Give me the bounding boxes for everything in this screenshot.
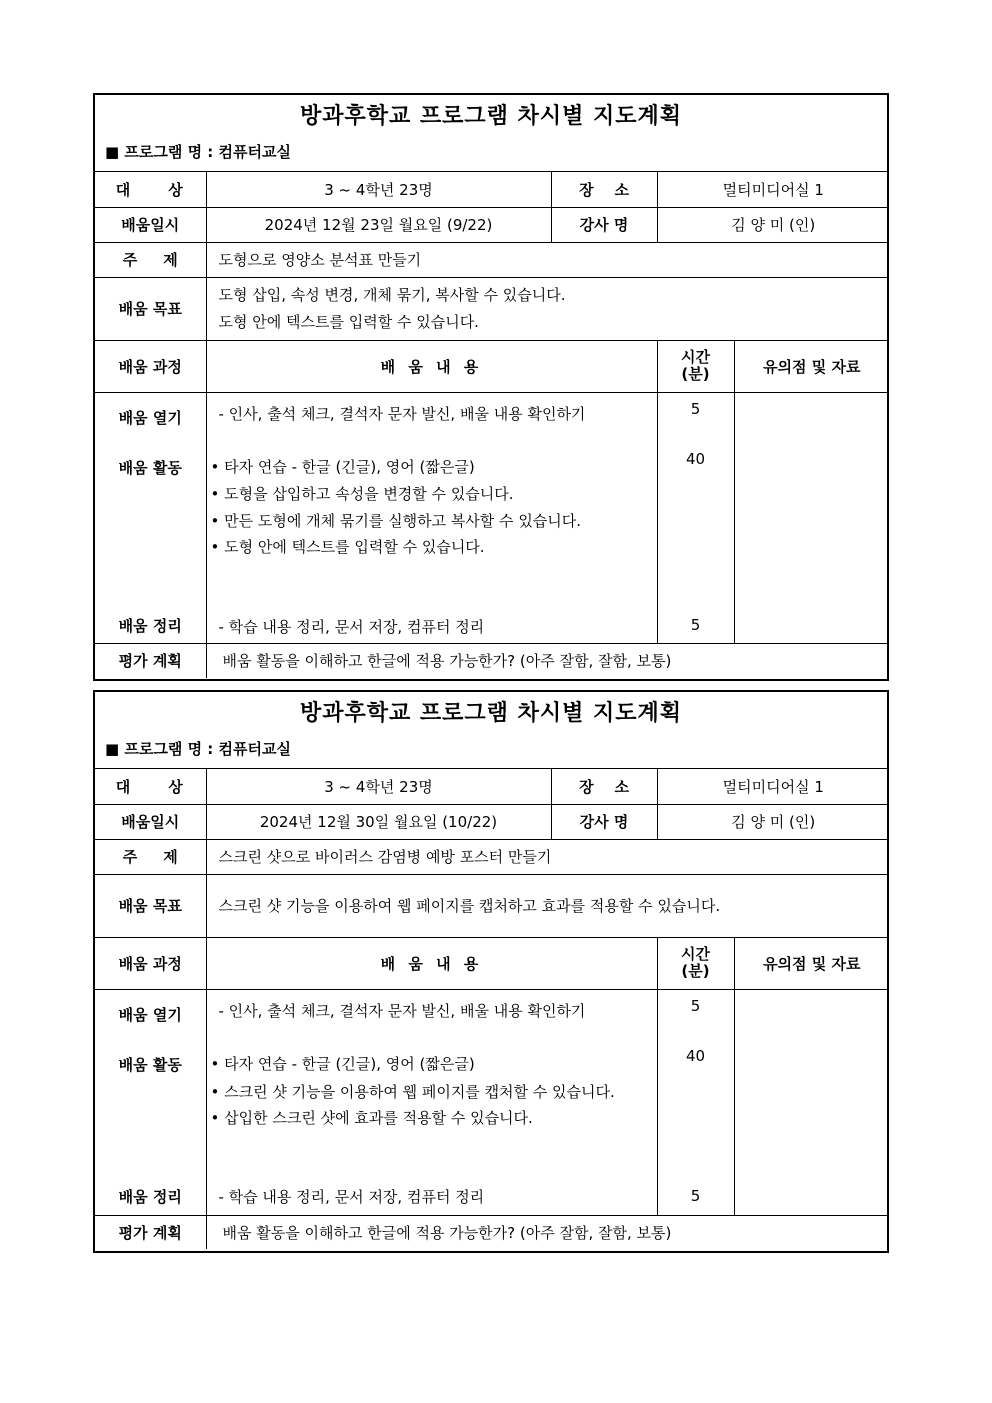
time-close: 5	[690, 615, 701, 634]
goal-line: 스크린 샷 기능을 이용하여 웹 페이지를 캡처하고 효과를 적용할 수 있습니다.	[218, 897, 721, 915]
content-header: 배 움 내 용	[206, 340, 657, 392]
target-label: 대 상	[95, 172, 206, 207]
goal-line: 도형 안에 텍스트를 입력할 수 있습니다.	[218, 312, 479, 331]
stage-activity: 배움 활동	[118, 458, 182, 477]
topic-label: 주 제	[95, 242, 206, 277]
activity-line: • 삽입한 스크린 샷에 효과를 적용할 수 있습니다.	[210, 1108, 533, 1127]
stage-open: 배움 열기	[118, 1005, 182, 1024]
teacher-label: 강사 명	[551, 804, 657, 839]
content-header: 배 움 내 용	[206, 937, 657, 989]
time-activity: 40	[685, 1046, 706, 1065]
place-value: 멀티미디어실 1	[657, 172, 889, 207]
date-label: 배움일시	[95, 804, 206, 839]
time-open: 5	[690, 399, 701, 418]
date-value: 2024년 12월 23일 월요일 (9/22)	[206, 207, 551, 242]
goal-label: 배움 목표	[95, 277, 206, 340]
goal-value	[206, 277, 889, 340]
open-content: - 인사, 출석 체크, 결석자 문자 발신, 배울 내용 확인하기	[218, 404, 586, 423]
plan-title: 방과후학교 프로그램 차시별 지도계획	[299, 104, 682, 129]
activity-line: • 타자 연습 - 한글 (긴글), 영어 (짧은글)	[210, 1054, 475, 1073]
activity-line: • 스크린 샷 기능을 이용하여 웹 페이지를 캡처할 수 있습니다.	[210, 1082, 615, 1101]
time-header-line: (분)	[681, 962, 710, 980]
place-value: 멀티미디어실 1	[657, 769, 889, 804]
program-name: ■ 프로그램 명 : 컴퓨터교실	[95, 736, 887, 769]
target-value: 3 ~ 4학년 23명	[206, 172, 551, 207]
lesson-plan-2	[93, 690, 889, 1253]
date-label: 배움일시	[95, 207, 206, 242]
eval-value: 배움 활동을 이해하고 한글에 적용 가능한가? (아주 잘함, 잘함, 보통)	[206, 643, 889, 678]
eval-label: 평가 계획	[95, 643, 206, 678]
activity-line: • 타자 연습 - 한글 (긴글), 영어 (짧은글)	[210, 457, 475, 476]
notes-cell	[734, 989, 889, 1215]
time-open: 5	[690, 996, 701, 1015]
place-label: 장 소	[551, 769, 657, 804]
eval-label: 평가 계획	[95, 1215, 206, 1249]
goal-label: 배움 목표	[95, 874, 206, 937]
time-header-line: (분)	[681, 365, 710, 383]
goal-value	[206, 874, 889, 937]
time-header	[657, 937, 734, 989]
teacher-label: 강사 명	[551, 207, 657, 242]
time-cell	[657, 989, 734, 1215]
lesson-plan-1	[93, 93, 889, 681]
plan-table	[95, 172, 889, 678]
goal-line: 도형 삽입, 속성 변경, 개체 묶기, 복사할 수 있습니다.	[218, 285, 566, 304]
close-content: - 학습 내용 정리, 문서 저장, 컴퓨터 정리	[218, 617, 485, 636]
time-activity: 40	[685, 449, 706, 468]
stage-activity: 배움 활동	[118, 1055, 182, 1074]
eval-value: 배움 활동을 이해하고 한글에 적용 가능한가? (아주 잘함, 잘함, 보통)	[206, 1215, 889, 1249]
activity-line: • 도형 안에 텍스트를 입력할 수 있습니다.	[210, 537, 485, 556]
time-header	[657, 340, 734, 392]
process-cell	[95, 392, 206, 643]
date-value: 2024년 12월 30일 월요일 (10/22)	[206, 804, 551, 839]
plan-title: 방과후학교 프로그램 차시별 지도계획	[299, 701, 682, 726]
process-header: 배움 과정	[95, 937, 206, 989]
time-header-line: 시간	[681, 348, 710, 366]
plan-table	[95, 769, 889, 1249]
teacher-value: 김 양 미 (인)	[657, 804, 889, 839]
topic-label: 주 제	[95, 839, 206, 874]
content-cell	[206, 989, 657, 1215]
activity-line: • 만든 도형에 개체 묶기를 실행하고 복사할 수 있습니다.	[210, 511, 582, 530]
stage-open: 배움 열기	[118, 408, 182, 427]
place-label: 장 소	[551, 172, 657, 207]
open-content: - 인사, 출석 체크, 결석자 문자 발신, 배울 내용 확인하기	[218, 1001, 586, 1020]
topic-value: 도형으로 영양소 분석표 만들기	[206, 242, 889, 277]
close-content: - 학습 내용 정리, 문서 저장, 컴퓨터 정리	[218, 1187, 485, 1206]
activity-line: • 도형을 삽입하고 속성을 변경할 수 있습니다.	[210, 484, 514, 503]
target-value: 3 ~ 4학년 23명	[206, 769, 551, 804]
notes-header: 유의점 및 자료	[734, 937, 889, 989]
time-close: 5	[690, 1186, 701, 1205]
process-header: 배움 과정	[95, 340, 206, 392]
time-header-line: 시간	[681, 945, 710, 963]
program-name: ■ 프로그램 명 : 컴퓨터교실	[95, 139, 887, 172]
stage-close: 배움 정리	[118, 1187, 182, 1206]
notes-cell	[734, 392, 889, 643]
time-cell	[657, 392, 734, 643]
teacher-value: 김 양 미 (인)	[657, 207, 889, 242]
notes-header: 유의점 및 자료	[734, 340, 889, 392]
content-cell	[206, 392, 657, 643]
target-label: 대 상	[95, 769, 206, 804]
process-cell	[95, 989, 206, 1215]
topic-value: 스크린 샷으로 바이러스 감염병 예방 포스터 만들기	[206, 839, 889, 874]
stage-close: 배움 정리	[118, 616, 182, 635]
